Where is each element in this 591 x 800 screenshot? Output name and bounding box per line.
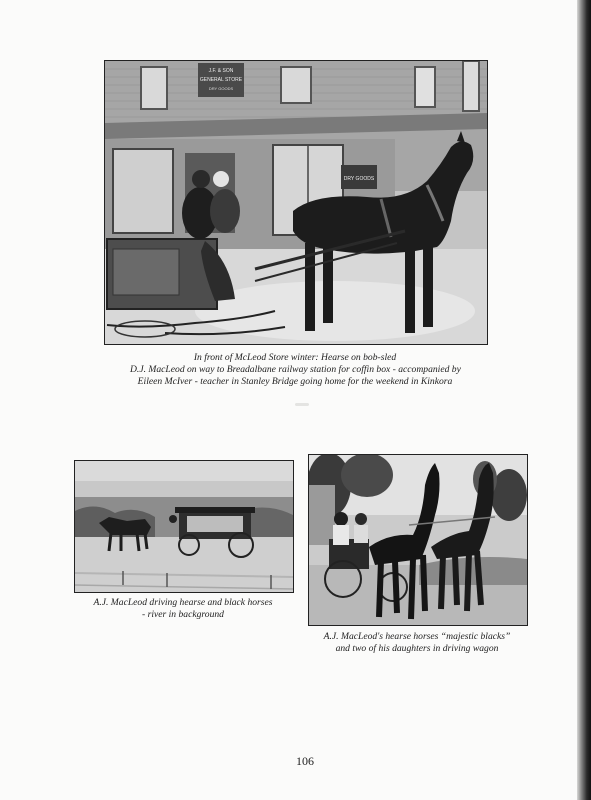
page-number: 106	[296, 754, 314, 768]
sign-line-3: DRY GOODS	[208, 86, 234, 91]
caption-store-hearse-sled	[130, 352, 460, 388]
photo-hearse-river-image	[75, 461, 293, 592]
caption-line: and two of his daughters in driving wagon	[335, 643, 499, 654]
photo-majestic-blacks-image	[309, 455, 527, 625]
caption-line: Eileen McIver - teacher in Stanley Bridge going home for the weekend in Kinkora	[137, 376, 453, 387]
caption-hearse-river	[74, 597, 292, 621]
caption-line: In front of McLeod Store winter: Hearse on bob-sled	[193, 352, 397, 363]
photo-hearse-river	[74, 460, 294, 593]
caption-line: D.J. MacLeod on way to Breadalbane railway station for coffin box - accompanied by	[130, 364, 461, 375]
book-spine-shadow	[577, 0, 591, 800]
caption-line: A.J. MacLeod's hearse horses “majestic blacks”	[323, 631, 511, 642]
caption-line: - river in background	[142, 609, 224, 620]
faint-mark	[295, 403, 309, 406]
sign-line-1: J.F. & SON	[208, 68, 234, 74]
sign-line-2: GENERAL STORE	[199, 77, 243, 83]
photo-store-hearse-sled-image	[105, 61, 487, 344]
photo-store-hearse-sled	[104, 60, 488, 345]
shop-sign-text: DRY GOODS	[343, 176, 375, 182]
caption-line: A.J. MacLeod driving hearse and black horses	[93, 597, 273, 608]
photo-majestic-blacks	[308, 454, 528, 626]
caption-majestic-blacks	[308, 631, 526, 655]
